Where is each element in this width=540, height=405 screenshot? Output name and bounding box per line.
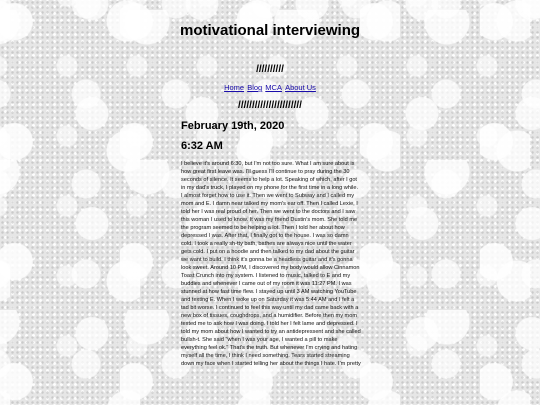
main-nav	[170, 83, 370, 92]
post-body: I believe it's around 6:30, but I'm not too sure. What I am sure about is how great first leave was. I'll guess I'll continue to pray during the 30 seconds of silence. It seems to help a lot. Speaking of which, after I got in my dad's truck, I played on my phone for the first time in a long while. I almost forget how to use it. Then we went to Subway and I called my mom and E. I damn near talked my mom's ear off. Then I called Lexie, I told her I was real proud of her. Then we went to the doctors and I saw this woman I used to know. It was my friend Dustin's mom. She told me the program seemed to be helping a lot. Then I told her about how depressed I was. After that, I finally got to the house. I was so damn cold. I took a really sh-tty bath, bathes are always nice until the water gets cold. I put on a hoodie and then talked to my dad about the guitar we want to build. I think it's gonna be a headless guitar and it's gonna look sweet. Around 10 PM, I discovered my body would allow Cinnamon Toast Crunch into my system. I listened to music, talked to E and my buddies and whenever I came out of my room it was 11:27 PM. I was stunned at how fast time flew. I stayed up until 3 AM watching YouTube and texting E. When I woke up on Saturday it was 5:44 AM and I felt a tad bit worse. I continued to feel this way until my dad came back with a new box of tissues, coughdrops, and a humidifier. Before then my mom texted me to ask how I was doing. I told her I felt lame and depressed. I told my mom about how I wanted to try an antidepressent and she called bullsh-t. She said "when I was your age, I wanted a pill to make everything feel ok." That's the truth. But whenever I'm crying and hating myself all the time, I think I need something. Tears started streaming down my face when I started telling her about the things I hate. I'm pretty	[181, 161, 361, 367]
divider-top: //////////	[256, 64, 284, 75]
nav-link-mca[interactable]: MCA	[265, 83, 282, 92]
nav-link-home[interactable]: Home	[224, 83, 245, 92]
post-date: February 19th, 2020	[181, 120, 285, 132]
post-time: 6:32 AM	[181, 140, 223, 152]
nav-link-blog[interactable]: Blog	[247, 83, 263, 92]
divider-bottom: ///////////////////////	[238, 100, 302, 111]
nav-link-about-us[interactable]: About Us	[285, 83, 316, 92]
site-title: motivational interviewing	[179, 22, 361, 39]
